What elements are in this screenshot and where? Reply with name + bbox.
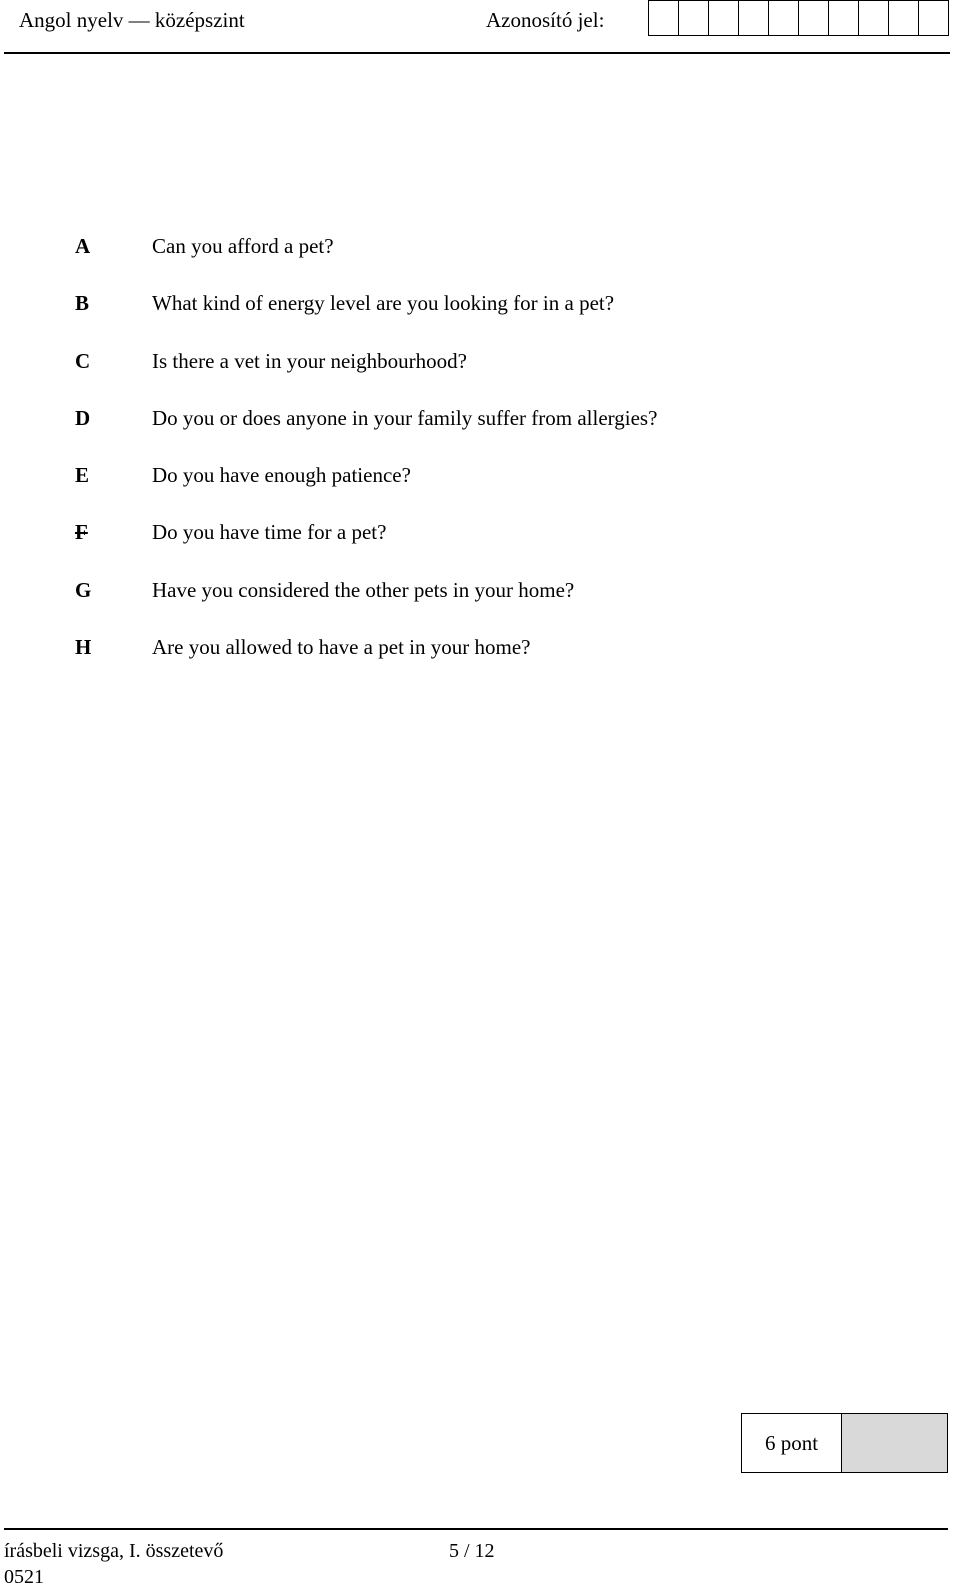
score-label: 6 pont — [742, 1414, 842, 1472]
id-label: Azonosító jel: — [486, 8, 605, 32]
option-g — [0, 575, 960, 632]
page-number: 5 / 12 — [449, 1540, 495, 1562]
page-header — [0, 0, 960, 56]
option-letter-struck: F — [75, 520, 88, 545]
footer-exam-label: írásbeli vizsga, I. összetevő — [4, 1540, 224, 1562]
option-b — [0, 288, 960, 345]
option-text: Do you have enough patience? — [152, 463, 411, 488]
id-boxes — [648, 0, 949, 36]
option-f — [0, 517, 960, 574]
id-digit-box[interactable] — [859, 0, 889, 36]
option-letter: A — [75, 234, 91, 258]
id-digit-box[interactable] — [769, 0, 799, 36]
option-text: Are you allowed to have a pet in your home? — [152, 635, 531, 660]
option-letter: B — [75, 291, 90, 316]
option-text: Do you or does anyone in your family suffer from allergies? — [152, 405, 658, 430]
option-letter: D — [75, 405, 91, 430]
id-digit-box[interactable] — [679, 0, 709, 36]
option-a — [0, 231, 960, 288]
option-list — [0, 231, 960, 689]
option-letter: G — [75, 577, 92, 602]
option-text: What kind of energy level are you looking for in a pet? — [152, 291, 615, 316]
option-text: Do you have time for a pet? — [152, 520, 387, 545]
id-digit-box[interactable] — [649, 0, 679, 36]
option-text: Is there a vet in your neighbourhood? — [152, 348, 467, 373]
option-e — [0, 460, 960, 517]
id-digit-box[interactable] — [799, 0, 829, 36]
id-digit-box[interactable] — [709, 0, 739, 36]
option-text: Have you considered the other pets in your home? — [152, 577, 575, 602]
option-letter: H — [75, 635, 92, 660]
option-h — [0, 632, 960, 689]
subject-title: Angol nyelv — középszint — [19, 8, 245, 32]
footer-divider — [4, 1528, 948, 1530]
id-digit-box[interactable] — [739, 0, 769, 36]
score-field[interactable] — [842, 1414, 947, 1472]
id-digit-box[interactable] — [889, 0, 919, 36]
option-d — [0, 403, 960, 460]
score-box — [741, 1413, 948, 1473]
option-c — [0, 346, 960, 403]
option-letter: E — [75, 463, 90, 488]
option-letter: C — [75, 348, 91, 373]
option-text: Can you afford a pet? — [152, 234, 334, 258]
footer-code: 0521 — [4, 1566, 44, 1588]
header-divider — [4, 52, 950, 54]
id-digit-box[interactable] — [829, 0, 859, 36]
id-digit-box[interactable] — [919, 0, 949, 36]
